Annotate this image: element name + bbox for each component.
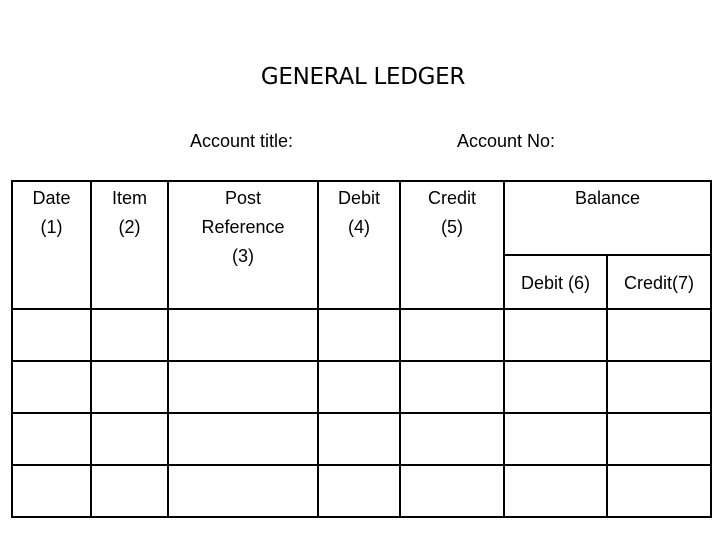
column-header-post-reference: [168, 181, 318, 309]
column-header-item: [91, 181, 168, 309]
column-header-debit: [318, 181, 400, 309]
cell-debit[interactable]: [318, 361, 400, 413]
cell-date[interactable]: [12, 361, 91, 413]
ledger-table: [11, 180, 712, 518]
column-header-post-reference-number: (3): [232, 246, 254, 266]
cell-balance-credit[interactable]: [607, 361, 711, 413]
column-header-credit: [400, 181, 504, 309]
cell-post-reference[interactable]: [168, 413, 318, 465]
column-header-debit-number: (4): [348, 217, 370, 237]
cell-post-reference[interactable]: [168, 361, 318, 413]
ledger-row: [12, 413, 711, 465]
cell-date[interactable]: [12, 309, 91, 361]
column-header-debit-label: Debit: [337, 188, 381, 208]
cell-credit[interactable]: [400, 361, 504, 413]
cell-balance-credit[interactable]: [607, 413, 711, 465]
ledger-row: [12, 361, 711, 413]
column-header-balance-debit: Debit (6): [504, 255, 607, 309]
cell-credit[interactable]: [400, 309, 504, 361]
cell-post-reference[interactable]: [168, 309, 318, 361]
ledger-title: GENERAL LEDGER: [260, 64, 466, 90]
cell-credit[interactable]: [400, 465, 504, 517]
cell-date[interactable]: [12, 413, 91, 465]
column-header-balance: Balance: [504, 181, 711, 255]
cell-balance-credit[interactable]: [607, 465, 711, 517]
cell-credit[interactable]: [400, 413, 504, 465]
cell-item[interactable]: [91, 309, 168, 361]
ledger-row: [12, 309, 711, 361]
cell-balance-debit[interactable]: [504, 465, 607, 517]
cell-item[interactable]: [91, 361, 168, 413]
column-header-date: [12, 181, 91, 309]
cell-item[interactable]: [91, 465, 168, 517]
account-title-label: Account title:: [190, 131, 294, 151]
column-header-date-label: Date: [32, 188, 71, 208]
column-header-reference-label: Reference: [201, 217, 285, 237]
cell-debit[interactable]: [318, 309, 400, 361]
cell-debit[interactable]: [318, 413, 400, 465]
column-header-credit-number: (5): [441, 217, 463, 237]
cell-balance-debit[interactable]: [504, 413, 607, 465]
cell-balance-credit[interactable]: [607, 309, 711, 361]
cell-date[interactable]: [12, 465, 91, 517]
column-header-credit-label: Credit: [427, 188, 476, 208]
column-header-balance-credit: Credit(7): [607, 255, 711, 309]
column-header-item-number: (2): [118, 217, 141, 237]
cell-balance-debit[interactable]: [504, 361, 607, 413]
column-header-date-number: (1): [40, 217, 63, 237]
cell-post-reference[interactable]: [168, 465, 318, 517]
cell-debit[interactable]: [318, 465, 400, 517]
cell-balance-debit[interactable]: [504, 309, 607, 361]
column-header-post-label: Post: [224, 188, 262, 208]
column-header-item-label: Item: [111, 188, 147, 208]
cell-item[interactable]: [91, 413, 168, 465]
account-number-label: Account No:: [457, 131, 556, 151]
ledger-row: [12, 465, 711, 517]
